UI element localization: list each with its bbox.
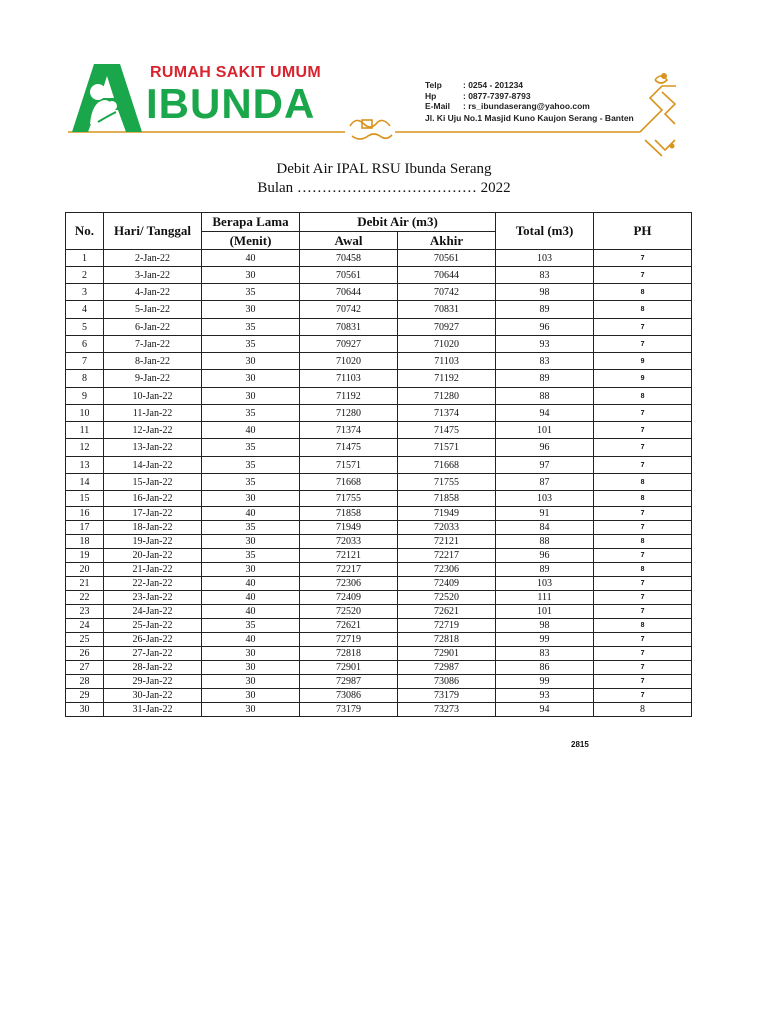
table-row [66, 491, 692, 507]
cell-ph: 9 [594, 370, 692, 388]
cell-start: 70831 [300, 319, 398, 336]
cell-minutes: 30 [202, 535, 300, 549]
hp-value: : 0877-7397-8793 [463, 90, 531, 101]
cell-no: 1 [66, 250, 104, 267]
cell-minutes: 40 [202, 250, 300, 267]
cell-minutes: 40 [202, 591, 300, 605]
cell-date: 16-Jan-22 [104, 491, 202, 507]
cell-ph: 8 [594, 301, 692, 319]
cell-start: 72621 [300, 619, 398, 633]
cell-total: 88 [496, 388, 594, 405]
cell-ph: 8 [594, 491, 692, 507]
cell-date: 23-Jan-22 [104, 591, 202, 605]
cell-total: 101 [496, 422, 594, 439]
address-text: Jl. Ki Uju No.1 Masjid Kuno Kaujon Serang - Banten [425, 112, 634, 123]
cell-ph: 8 [594, 474, 692, 491]
cell-end: 71668 [398, 457, 496, 474]
cell-date: 25-Jan-22 [104, 619, 202, 633]
cell-ph: 7 [594, 591, 692, 605]
cell-total: 93 [496, 336, 594, 353]
cell-ph: 7 [594, 689, 692, 703]
header-duration-line2: (Menit) [202, 232, 300, 250]
cell-end: 72987 [398, 661, 496, 675]
table-row [66, 250, 692, 267]
cell-end: 72306 [398, 563, 496, 577]
cell-no: 13 [66, 457, 104, 474]
cell-ph: 7 [594, 507, 692, 521]
cell-date: 4-Jan-22 [104, 284, 202, 301]
letterhead [0, 0, 768, 150]
cell-no: 2 [66, 267, 104, 284]
email-label: E-Mail [425, 101, 451, 111]
cell-ph: 7 [594, 661, 692, 675]
cell-ph: 8 [594, 703, 692, 717]
cell-no: 22 [66, 591, 104, 605]
cell-end: 71755 [398, 474, 496, 491]
cell-no: 21 [66, 577, 104, 591]
cell-minutes: 35 [202, 457, 300, 474]
cell-no: 20 [66, 563, 104, 577]
cell-total: 99 [496, 675, 594, 689]
cell-ph: 7 [594, 647, 692, 661]
cell-start: 71755 [300, 491, 398, 507]
cell-start: 72033 [300, 535, 398, 549]
document-title: Debit Air IPAL RSU Ibunda Serang [276, 161, 492, 177]
table-row [66, 661, 692, 675]
table-row [66, 336, 692, 353]
cell-no: 23 [66, 605, 104, 619]
cell-start: 72901 [300, 661, 398, 675]
cell-ph: 7 [594, 577, 692, 591]
cell-total: 83 [496, 267, 594, 284]
cell-end: 71858 [398, 491, 496, 507]
cell-minutes: 30 [202, 563, 300, 577]
table-row [66, 591, 692, 605]
cell-start: 72121 [300, 549, 398, 563]
cell-ph: 7 [594, 267, 692, 284]
cell-start: 71475 [300, 439, 398, 457]
cell-start: 71280 [300, 405, 398, 422]
cell-date: 11-Jan-22 [104, 405, 202, 422]
cell-end: 71020 [398, 336, 496, 353]
cell-date: 5-Jan-22 [104, 301, 202, 319]
cell-no: 17 [66, 521, 104, 535]
cell-total: 103 [496, 250, 594, 267]
cell-minutes: 35 [202, 439, 300, 457]
cell-minutes: 30 [202, 689, 300, 703]
cell-total: 98 [496, 619, 594, 633]
cell-start: 71571 [300, 457, 398, 474]
cell-ph: 8 [594, 535, 692, 549]
table-row [66, 439, 692, 457]
table-row [66, 647, 692, 661]
cell-total: 96 [496, 439, 594, 457]
cell-end: 72217 [398, 549, 496, 563]
contact-block [425, 80, 634, 123]
cell-no: 8 [66, 370, 104, 388]
table-row [66, 521, 692, 535]
cell-total: 93 [496, 689, 594, 703]
header-end: Akhir [398, 232, 496, 250]
cell-minutes: 40 [202, 633, 300, 647]
cell-minutes: 35 [202, 405, 300, 422]
cell-no: 5 [66, 319, 104, 336]
cell-ph: 7 [594, 336, 692, 353]
table-row [66, 689, 692, 703]
cell-date: 13-Jan-22 [104, 439, 202, 457]
cell-start: 71020 [300, 353, 398, 370]
cell-ph: 7 [594, 319, 692, 336]
cell-ph: 7 [594, 521, 692, 535]
telp-value: : 0254 - 201234 [463, 80, 524, 90]
cell-end: 71280 [398, 388, 496, 405]
cell-total: 88 [496, 535, 594, 549]
cell-start: 72818 [300, 647, 398, 661]
cell-total: 89 [496, 563, 594, 577]
cell-no: 28 [66, 675, 104, 689]
cell-start: 70458 [300, 250, 398, 267]
cell-no: 16 [66, 507, 104, 521]
cell-total: 94 [496, 703, 594, 717]
cell-no: 19 [66, 549, 104, 563]
cell-date: 7-Jan-22 [104, 336, 202, 353]
table-row [66, 388, 692, 405]
cell-no: 29 [66, 689, 104, 703]
cell-start: 73179 [300, 703, 398, 717]
cell-total: 94 [496, 405, 594, 422]
org-type-label: RUMAH SAKIT UMUM [150, 64, 322, 81]
cell-end: 72901 [398, 647, 496, 661]
cell-minutes: 35 [202, 619, 300, 633]
cell-date: 26-Jan-22 [104, 633, 202, 647]
cell-no: 18 [66, 535, 104, 549]
cell-end: 72409 [398, 577, 496, 591]
cell-minutes: 40 [202, 577, 300, 591]
cell-date: 18-Jan-22 [104, 521, 202, 535]
header-debit: Debit Air (m3) [300, 213, 496, 232]
cell-date: 9-Jan-22 [104, 370, 202, 388]
cell-date: 21-Jan-22 [104, 563, 202, 577]
cell-date: 22-Jan-22 [104, 577, 202, 591]
header-start: Awal [300, 232, 398, 250]
cell-total: 87 [496, 474, 594, 491]
cell-date: 28-Jan-22 [104, 661, 202, 675]
header-date: Hari/ Tanggal [104, 213, 202, 250]
cell-end: 72121 [398, 535, 496, 549]
cell-start: 71192 [300, 388, 398, 405]
table-row [66, 563, 692, 577]
table-row [66, 370, 692, 388]
cell-minutes: 35 [202, 319, 300, 336]
cell-total: 98 [496, 284, 594, 301]
cell-no: 7 [66, 353, 104, 370]
cell-no: 25 [66, 633, 104, 647]
table-row [66, 577, 692, 591]
cell-total: 89 [496, 301, 594, 319]
cell-start: 70927 [300, 336, 398, 353]
table-row [66, 619, 692, 633]
cell-end: 70831 [398, 301, 496, 319]
cell-minutes: 30 [202, 301, 300, 319]
table-row [66, 474, 692, 491]
cell-end: 71103 [398, 353, 496, 370]
cell-ph: 7 [594, 675, 692, 689]
cell-date: 30-Jan-22 [104, 689, 202, 703]
cell-end: 70742 [398, 284, 496, 301]
cell-start: 71374 [300, 422, 398, 439]
table-row [66, 353, 692, 370]
cell-end: 72621 [398, 605, 496, 619]
cell-minutes: 30 [202, 647, 300, 661]
table-row [66, 507, 692, 521]
cell-date: 2-Jan-22 [104, 250, 202, 267]
email-value: : rs_ibundaserang@yahoo.com [463, 101, 590, 111]
cell-date: 27-Jan-22 [104, 647, 202, 661]
cell-no: 3 [66, 284, 104, 301]
hospital-logo-icon [68, 62, 146, 134]
cell-total: 97 [496, 457, 594, 474]
table-row [66, 301, 692, 319]
cell-no: 24 [66, 619, 104, 633]
cell-date: 20-Jan-22 [104, 549, 202, 563]
table-row [66, 267, 692, 284]
cell-start: 71858 [300, 507, 398, 521]
cell-minutes: 30 [202, 703, 300, 717]
telp-label: Telp [425, 80, 442, 90]
table-row [66, 422, 692, 439]
cell-ph: 7 [594, 605, 692, 619]
cell-date: 14-Jan-22 [104, 457, 202, 474]
cell-end: 72033 [398, 521, 496, 535]
cell-minutes: 30 [202, 661, 300, 675]
cell-total: 89 [496, 370, 594, 388]
cell-minutes: 30 [202, 267, 300, 284]
cell-ph: 7 [594, 439, 692, 457]
org-name-label: IBUNDA [146, 80, 316, 127]
cell-total: 86 [496, 661, 594, 675]
cell-ph: 8 [594, 619, 692, 633]
cell-date: 31-Jan-22 [104, 703, 202, 717]
cell-ph: 8 [594, 284, 692, 301]
cell-no: 11 [66, 422, 104, 439]
cell-minutes: 35 [202, 521, 300, 535]
cell-total: 103 [496, 577, 594, 591]
table-body [66, 250, 692, 717]
cell-total: 99 [496, 633, 594, 647]
cell-date: 3-Jan-22 [104, 267, 202, 284]
cell-no: 12 [66, 439, 104, 457]
table-row [66, 535, 692, 549]
cell-no: 27 [66, 661, 104, 675]
cell-no: 26 [66, 647, 104, 661]
table-row [66, 633, 692, 647]
table-row [66, 284, 692, 301]
cell-start: 72306 [300, 577, 398, 591]
cell-total: 83 [496, 647, 594, 661]
cell-minutes: 40 [202, 422, 300, 439]
cell-total: 111 [496, 591, 594, 605]
cell-minutes: 35 [202, 549, 300, 563]
cell-start: 71103 [300, 370, 398, 388]
cell-ph: 7 [594, 250, 692, 267]
cell-minutes: 35 [202, 336, 300, 353]
cell-no: 6 [66, 336, 104, 353]
cell-end: 72719 [398, 619, 496, 633]
cell-ph: 7 [594, 405, 692, 422]
cell-minutes: 30 [202, 388, 300, 405]
cell-start: 72719 [300, 633, 398, 647]
cell-no: 30 [66, 703, 104, 717]
cell-date: 12-Jan-22 [104, 422, 202, 439]
cell-no: 9 [66, 388, 104, 405]
cell-ph: 8 [594, 388, 692, 405]
cell-end: 71949 [398, 507, 496, 521]
cell-date: 15-Jan-22 [104, 474, 202, 491]
cell-date: 10-Jan-22 [104, 388, 202, 405]
table-row [66, 405, 692, 422]
cell-ph: 7 [594, 549, 692, 563]
cell-date: 6-Jan-22 [104, 319, 202, 336]
cell-total: 83 [496, 353, 594, 370]
table-row [66, 457, 692, 474]
cell-start: 71949 [300, 521, 398, 535]
cell-total: 96 [496, 549, 594, 563]
cell-total: 103 [496, 491, 594, 507]
cell-ph: 7 [594, 422, 692, 439]
cell-minutes: 35 [202, 284, 300, 301]
cell-no: 14 [66, 474, 104, 491]
cell-minutes: 30 [202, 675, 300, 689]
cell-no: 15 [66, 491, 104, 507]
cell-date: 8-Jan-22 [104, 353, 202, 370]
cell-ph: 7 [594, 633, 692, 647]
cell-start: 72409 [300, 591, 398, 605]
header-total: Total (m3) [496, 213, 594, 250]
cell-date: 19-Jan-22 [104, 535, 202, 549]
cell-end: 71192 [398, 370, 496, 388]
cell-end: 70644 [398, 267, 496, 284]
table-row [66, 703, 692, 717]
cell-start: 70644 [300, 284, 398, 301]
cell-end: 73273 [398, 703, 496, 717]
table-row [66, 675, 692, 689]
cell-minutes: 35 [202, 474, 300, 491]
cell-total: 96 [496, 319, 594, 336]
cell-no: 4 [66, 301, 104, 319]
cell-end: 70927 [398, 319, 496, 336]
cell-start: 72217 [300, 563, 398, 577]
cell-minutes: 30 [202, 491, 300, 507]
cell-end: 72520 [398, 591, 496, 605]
total-sum-note: 2815 [571, 740, 589, 749]
cell-ph: 9 [594, 353, 692, 370]
cell-total: 101 [496, 605, 594, 619]
cell-start: 72987 [300, 675, 398, 689]
cell-end: 73086 [398, 675, 496, 689]
cell-end: 71475 [398, 422, 496, 439]
cell-start: 71668 [300, 474, 398, 491]
cell-start: 72520 [300, 605, 398, 619]
cell-end: 73179 [398, 689, 496, 703]
header-no: No. [66, 213, 104, 250]
header-ph: PH [594, 213, 692, 250]
cell-total: 84 [496, 521, 594, 535]
cell-total: 91 [496, 507, 594, 521]
cell-start: 70742 [300, 301, 398, 319]
hp-label: Hp [425, 90, 437, 101]
cell-ph: 7 [594, 457, 692, 474]
cell-minutes: 30 [202, 370, 300, 388]
cell-minutes: 40 [202, 605, 300, 619]
water-discharge-table [65, 212, 692, 717]
table-row [66, 605, 692, 619]
header-duration-line1: Berapa Lama [202, 213, 300, 232]
cell-date: 17-Jan-22 [104, 507, 202, 521]
cell-end: 71571 [398, 439, 496, 457]
cell-start: 70561 [300, 267, 398, 284]
cell-start: 73086 [300, 689, 398, 703]
cell-minutes: 30 [202, 353, 300, 370]
cell-ph: 8 [594, 563, 692, 577]
cell-end: 72818 [398, 633, 496, 647]
cell-no: 10 [66, 405, 104, 422]
cell-date: 29-Jan-22 [104, 675, 202, 689]
cell-date: 24-Jan-22 [104, 605, 202, 619]
cell-end: 71374 [398, 405, 496, 422]
cell-minutes: 40 [202, 507, 300, 521]
document-subtitle: Bulan ……………………………… 2022 [257, 180, 511, 196]
table-row [66, 549, 692, 563]
table-row [66, 319, 692, 336]
cell-end: 70561 [398, 250, 496, 267]
